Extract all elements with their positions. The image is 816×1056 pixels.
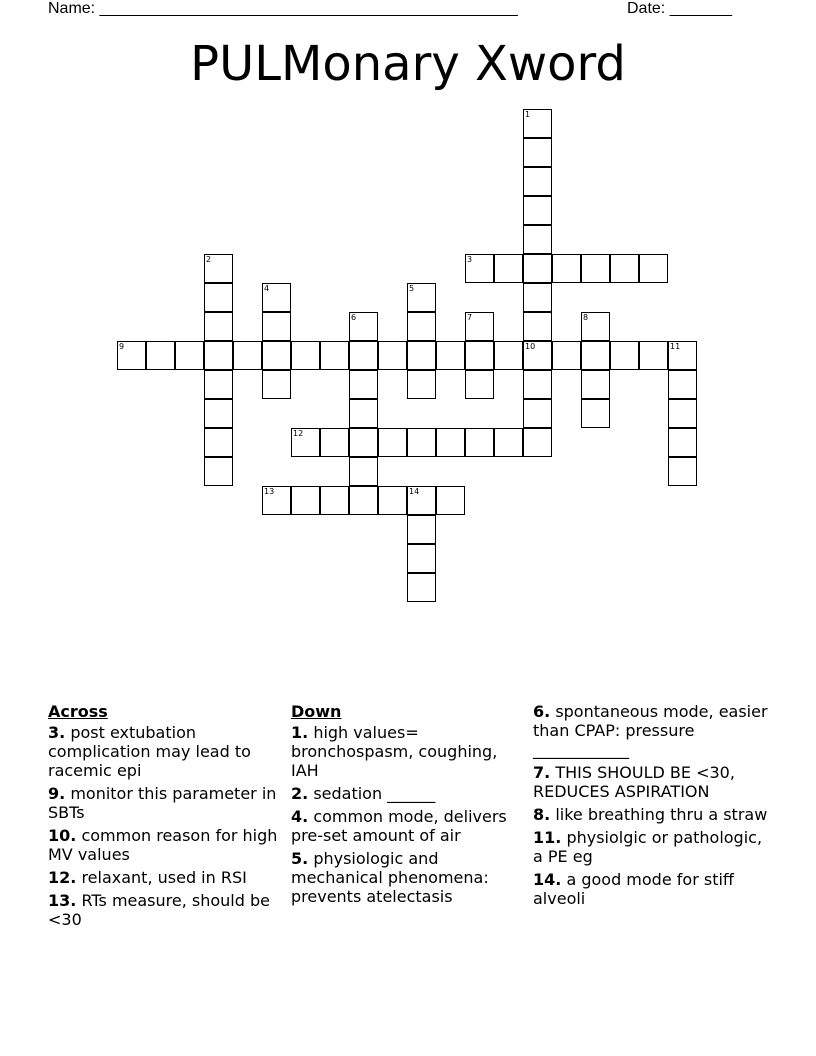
grid-cell[interactable] [494, 428, 523, 457]
grid-cell[interactable] [262, 486, 291, 515]
grid-cell[interactable] [610, 341, 639, 370]
cell-number: 2 [206, 255, 212, 264]
clue-down-1 [291, 723, 529, 780]
grid-cell[interactable] [407, 573, 436, 602]
across-clues [48, 702, 286, 933]
clue-text: physiologic and mechanical phenomena: prevents atelectasis [291, 849, 489, 906]
grid-cell[interactable] [465, 312, 494, 341]
clue-across-9 [48, 784, 286, 822]
grid-cell[interactable] [204, 341, 233, 370]
cell-number: 3 [467, 255, 473, 264]
grid-cell[interactable] [291, 341, 320, 370]
grid-cell[interactable] [291, 486, 320, 515]
grid-cell[interactable] [523, 196, 552, 225]
grid-cell[interactable] [581, 341, 610, 370]
clue-text: post extubation complication may lead to racemic epi [48, 723, 251, 780]
grid-cell[interactable] [436, 341, 465, 370]
clue-across-13 [48, 891, 286, 929]
grid-cell[interactable] [407, 370, 436, 399]
cell-number: 1 [525, 110, 531, 119]
grid-cell[interactable] [668, 428, 697, 457]
grid-cell[interactable] [320, 486, 349, 515]
date-field[interactable]: Date: _______ [627, 0, 732, 17]
grid-cell[interactable] [668, 370, 697, 399]
clue-number: 2. [291, 784, 309, 803]
grid-cell[interactable] [523, 138, 552, 167]
cell-number: 12 [293, 429, 304, 438]
cell-number: 6 [351, 313, 357, 322]
grid-cell[interactable] [436, 486, 465, 515]
grid-cell[interactable] [204, 283, 233, 312]
cell-number: 4 [264, 284, 270, 293]
grid-cell[interactable] [523, 370, 552, 399]
grid-cell[interactable] [465, 370, 494, 399]
clue-text: RTs measure, should be <30 [48, 891, 270, 929]
clue-number: 8. [533, 805, 551, 824]
clue-number: 13. [48, 891, 77, 910]
grid-cell[interactable] [349, 341, 378, 370]
clue-number: 4. [291, 807, 309, 826]
grid-cell[interactable] [349, 486, 378, 515]
clue-text: sedation ______ [313, 784, 436, 803]
grid-cell[interactable] [523, 428, 552, 457]
grid-cell[interactable] [349, 457, 378, 486]
clue-text: THIS SHOULD BE <30, REDUCES ASPIRATION [533, 763, 735, 801]
clue-text: like breathing thru a straw [555, 805, 768, 824]
grid-cell[interactable] [668, 341, 697, 370]
grid-cell[interactable] [407, 515, 436, 544]
grid-cell[interactable] [291, 428, 320, 457]
grid-cell[interactable] [262, 312, 291, 341]
clue-down-6 [533, 702, 771, 759]
grid-cell[interactable] [407, 486, 436, 515]
clue-text: common reason for high MV values [48, 826, 278, 864]
grid-cell[interactable] [581, 370, 610, 399]
grid-cell[interactable] [349, 312, 378, 341]
grid-cell[interactable] [378, 486, 407, 515]
grid-cell[interactable] [407, 428, 436, 457]
clue-number: 6. [533, 702, 551, 721]
grid-cell[interactable] [639, 341, 668, 370]
name-field[interactable]: Name: _______________________________________________ [48, 0, 518, 17]
cell-number: 5 [409, 284, 415, 293]
grid-cell[interactable] [523, 312, 552, 341]
grid-cell[interactable] [523, 283, 552, 312]
clue-text: high values= bronchospasm, coughing, IAH [291, 723, 498, 780]
grid-cell[interactable] [262, 370, 291, 399]
grid-cell[interactable] [204, 428, 233, 457]
grid-cell[interactable] [465, 341, 494, 370]
grid-cell[interactable] [349, 370, 378, 399]
grid-cell[interactable] [378, 428, 407, 457]
grid-cell[interactable] [581, 312, 610, 341]
grid-cell[interactable] [349, 428, 378, 457]
grid-cell[interactable] [523, 399, 552, 428]
clue-number: 11. [533, 828, 562, 847]
grid-cell[interactable] [610, 254, 639, 283]
page-title: PULMonary Xword [190, 36, 626, 92]
grid-cell[interactable] [407, 544, 436, 573]
cell-number: 11 [670, 342, 681, 351]
grid-cell[interactable] [523, 109, 552, 138]
cell-number: 10 [525, 342, 536, 351]
cell-number: 13 [264, 487, 275, 496]
grid-cell[interactable] [436, 428, 465, 457]
grid-cell[interactable] [581, 399, 610, 428]
clue-text: spontaneous mode, easier than CPAP: pressure ____________ [533, 702, 768, 759]
grid-cell[interactable] [407, 283, 436, 312]
grid-cell[interactable] [407, 341, 436, 370]
grid-cell[interactable] [523, 341, 552, 370]
clue-across-12 [48, 868, 286, 887]
clue-down-4 [291, 807, 529, 845]
grid-cell[interactable] [262, 341, 291, 370]
clue-text: physiolgic or pathologic, a PE eg [533, 828, 763, 866]
down-clues-continued [533, 702, 771, 912]
clue-down-14 [533, 870, 771, 908]
clue-number: 12. [48, 868, 77, 887]
grid-cell[interactable] [407, 312, 436, 341]
cell-number: 8 [583, 313, 589, 322]
clue-number: 5. [291, 849, 309, 868]
grid-cell[interactable] [349, 399, 378, 428]
grid-cell[interactable] [523, 225, 552, 254]
clue-number: 9. [48, 784, 66, 803]
grid-cell[interactable] [204, 370, 233, 399]
clue-number: 10. [48, 826, 77, 845]
grid-cell[interactable] [639, 254, 668, 283]
grid-cell[interactable] [378, 341, 407, 370]
across-heading: Across [48, 702, 108, 721]
clue-text: relaxant, used in RSI [81, 868, 247, 887]
grid-cell[interactable] [204, 457, 233, 486]
grid-cell[interactable] [523, 254, 552, 283]
grid-cell[interactable] [668, 457, 697, 486]
cell-number: 14 [409, 487, 420, 496]
grid-cell[interactable] [523, 167, 552, 196]
grid-cell[interactable] [204, 312, 233, 341]
clue-text: a good mode for stiff alveoli [533, 870, 734, 908]
clue-down-5 [291, 849, 529, 906]
clue-text: common mode, delivers pre-set amount of air [291, 807, 507, 845]
grid-cell[interactable] [494, 341, 523, 370]
grid-cell[interactable] [581, 254, 610, 283]
cell-number: 7 [467, 313, 473, 322]
grid-cell[interactable] [320, 341, 349, 370]
grid-cell[interactable] [117, 341, 146, 370]
grid-cell[interactable] [494, 254, 523, 283]
grid-cell[interactable] [204, 254, 233, 283]
grid-cell[interactable] [175, 341, 204, 370]
grid-cell[interactable] [204, 399, 233, 428]
clue-down-7 [533, 763, 771, 801]
clue-text: monitor this parameter in SBTs [48, 784, 277, 822]
grid-cell[interactable] [233, 341, 262, 370]
clue-across-10 [48, 826, 286, 864]
grid-cell[interactable] [465, 254, 494, 283]
clue-number: 1. [291, 723, 309, 742]
clue-number: 3. [48, 723, 66, 742]
down-heading: Down [291, 702, 342, 721]
grid-cell[interactable] [146, 341, 175, 370]
clue-across-3 [48, 723, 286, 780]
grid-cell[interactable] [320, 428, 349, 457]
grid-cell[interactable] [552, 341, 581, 370]
down-clues [291, 702, 529, 910]
grid-cell[interactable] [552, 254, 581, 283]
clue-number: 14. [533, 870, 562, 889]
grid-cell[interactable] [465, 428, 494, 457]
grid-cell[interactable] [668, 399, 697, 428]
cell-number: 9 [119, 342, 125, 351]
clue-down-2 [291, 784, 529, 803]
grid-cell[interactable] [262, 283, 291, 312]
clue-number: 7. [533, 763, 551, 782]
clue-down-8 [533, 805, 771, 824]
clue-down-11 [533, 828, 771, 866]
